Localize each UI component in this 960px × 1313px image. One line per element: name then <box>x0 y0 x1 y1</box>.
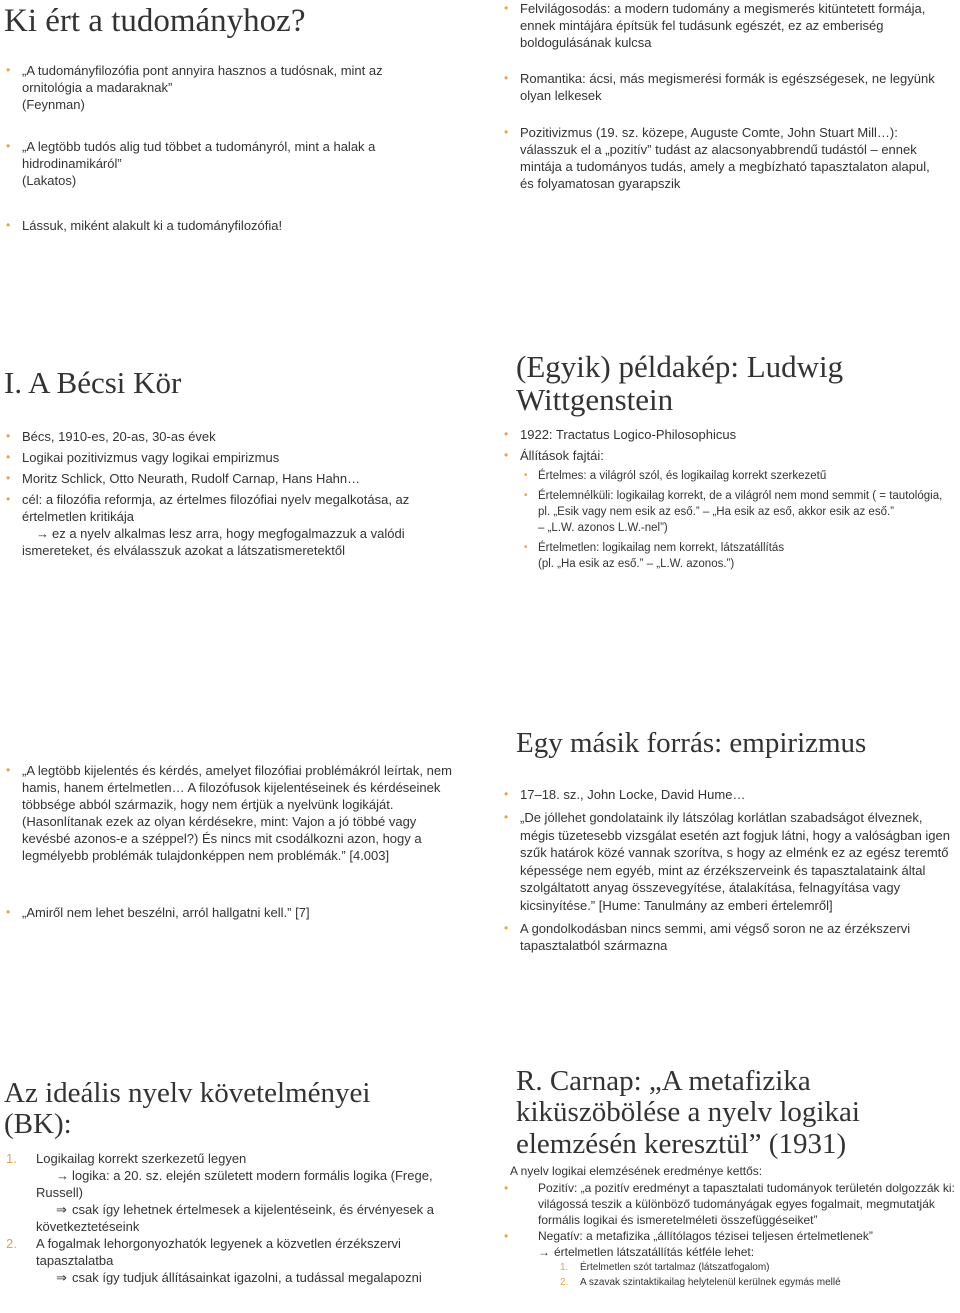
latszat-type-2: 2. A szavak szintaktikailag helytelenül kerülnek egymás mellé <box>560 1277 841 1288</box>
sub-ertelmes: • Értelmes: a világról szól, és logikailag korrekt szerkezetű <box>502 468 952 484</box>
intro-text: A nyelv logikai elemzésének eredménye kettős: <box>510 1164 763 1178</box>
quote-wittgenstein-7: • „Amiről nem lehet beszélni, arról hallgatni kell.” [7] <box>4 904 452 921</box>
slide-3 <box>0 340 480 670</box>
quote-feynman: • „A tudományfilozófia pont annyira hasznos a tudósnak, mint az ornitológia a madaraknak” (Feynman) <box>4 62 412 113</box>
bullet-cel: • cél: a filozófia reformja, az értelmes filozófiai nyelv megalkotása, az értelmetlen kritikája → ez a nyelv alkalmas lesz arra, hogy megfogalmazzuk a valódi ismereteket, és elválasszuk azokat a látszatismeretektől <box>4 491 414 559</box>
bullet-list <box>502 786 952 954</box>
bullet-pozitiv: • Pozitív: „a pozitív eredményt a tapasztalati tudományok területén dolgozzák ki: világossá teszik a különböző tudományágak egyes fogalmait, megmutatják formális logikai és ismeretelméleti összefüggéseiket” <box>502 1180 957 1228</box>
slide-6 <box>482 680 960 1010</box>
bullet-allitasok: • Állítások fajtái: <box>502 447 952 464</box>
implies-icon: ⇒ <box>56 1270 67 1285</box>
bullet-negativ: • Negatív: a metafizika „állítólagos tézisei teljesen értelmetlenek” → értelmetlen látszatállítás kétféle lehet: <box>502 1228 957 1260</box>
bullet-gondolkodas: • A gondolkodásban nincs semmi, ami végső soron ne az érzékszervi tapasztalatból származna <box>502 920 952 954</box>
slide-2 <box>482 0 960 330</box>
bullet-felvilagosodas: • Felvilágosodás: a modern tudomány a megismerés kitüntetett formája, ennek mintájára építsük fel tudásunk egészét, ez az emberiség boldogulásának kulcsa <box>502 0 940 51</box>
slide-title: I. A Bécsi Kör <box>4 365 182 400</box>
slide-8 <box>482 1030 960 1313</box>
quote-hume: • „De jóllehet gondolataink ily látszólag korlátlan szabadságot élveznek, mégis tüzetesebb vizsgálat esetén azt fogjuk látni, hogy a valóságban igen szűk határok közé vannak szorítva, s hogy az elménk ez az egész teremtő képessége nem egyéb, mint az érzékszerveink és tapasztalataink által szolgáltatott anyag összevegyítése, átalakítása, felnagyítása vagy kicsinyítése.” [Hume: Tanulmány az emberi értelemről] <box>502 809 952 914</box>
slide-title: R. Carnap: „A metafizika kiküszöbölése a nyelv logikai elemzésén keresztül” (1931) <box>516 1065 860 1160</box>
arrow-icon: → <box>56 1168 69 1183</box>
bullet-list <box>4 428 414 559</box>
bullet-pozitivizmus: • Pozitivizmus (19. sz. közepe, Auguste Comte, John Stuart Mill…): válasszuk el a „pozitív” tudást az alacsonyabbrendű tudástól – ennek mintája a tudományos tudás, amely a megbízható tapasztalaton alapul, és folyamatosan gyarapszik <box>502 124 940 192</box>
slide-title: Az ideális nyelv követelményei (BK): <box>4 1077 371 1141</box>
requirement-1: 1. Logikailag korrekt szerkezetű legyen <box>6 1151 247 1166</box>
bullet-list <box>502 426 952 572</box>
slide-5 <box>0 680 480 1010</box>
bullet-tractatus: • 1922: Tractatus Logico-Philosophicus <box>502 426 952 443</box>
arrow-icon: → <box>36 526 49 541</box>
bullet-members: • Moritz Schlick, Otto Neurath, Rudolf Carnap, Hans Hahn… <box>4 470 414 487</box>
slide-title: Egy másik forrás: empirizmus <box>516 727 867 759</box>
slide-1 <box>0 0 480 330</box>
requirement-2: 2. A fogalmak lehorgonyozhatók legyenek a közvetlen érzékszervi tapasztalatba <box>6 1236 401 1268</box>
bullet-list <box>502 1180 957 1290</box>
sub-ertelemnelkuli: • Értelemnélküli: logikailag korrekt, de a világról nem mond semmit ( = tautológia, pl. „Esik vagy nem esik az eső.” – „Ha esik az eső, akkor esik az eső.” – „L.W. azonos L.W.-nel”) <box>502 488 952 536</box>
sub-ertelmetlen: • Értelmetlen: logikailag nem korrekt, látszatállítás (pl. „Ha esik az eső.” – „L.W. azonos.”) <box>502 540 952 572</box>
bullet-lassuk: • Lássuk, miként alakult ki a tudományfilozófia! <box>4 217 442 234</box>
bullet-locke-hume: • 17–18. sz., John Locke, David Hume… <box>502 786 952 803</box>
bullet-romantika: • Romantika: ácsi, más megismerési formák is egészségesek, ne legyünk olyan lelkesek <box>502 70 940 104</box>
quote-lakatos: • „A legtöbb tudós alig tud többet a tudományról, mint a halak a hidrodinamikáról” (Lakatos) <box>4 138 422 189</box>
requirement-1-ertelmes: ⇒ csak így lehetnek értelmesek a kijelentéseink, és érvényesek a következtetéseink <box>36 1202 435 1234</box>
slide-7 <box>0 1030 480 1313</box>
bullet-bec: • Bécs, 1910-es, 20-as, 30-as évek <box>4 428 414 445</box>
numbered-list <box>4 1150 444 1286</box>
arrow-icon: → <box>538 1245 550 1259</box>
latszat-type-1: 1. Értelmetlen szót tartalmaz (látszatfogalom) <box>560 1262 770 1273</box>
bullet-logikai: • Logikai pozitivizmus vagy logikai empirizmus <box>4 449 414 466</box>
slide-title: Ki ért a tudományhoz? <box>4 3 306 39</box>
slide-4 <box>482 340 960 670</box>
implies-icon: ⇒ <box>56 1202 67 1217</box>
requirement-2-igazolas: ⇒ csak így tudjuk állításainkat igazolni, a tudással megalapozni <box>4 1269 444 1286</box>
slide-title: (Egyik) példakép: Ludwig Wittgenstein <box>516 349 844 418</box>
requirement-1-logika: → logika: a 20. sz. elején született modern formális logika (Frege, Russell) <box>36 1168 433 1200</box>
quote-wittgenstein-4003: • „A legtöbb kijelentés és kérdés, amelyet filozófiai problémákról leírtak, nem hamis, hanem értelmetlen… A filozófusok kijelentéseinek és kérdéseinek többsége abból származik, hogy nem értjük a nyelvünk logikáját. (Hasonlítanak ezek az olyan kérdésekre, mint: Vajon a jó többé vagy kevésbé azonos-e a széppel?) És nincs mit csodálkozni azon, hogy a legmélyebb problémák tulajdonképpen nem problémák.” [4.003] <box>4 762 452 864</box>
